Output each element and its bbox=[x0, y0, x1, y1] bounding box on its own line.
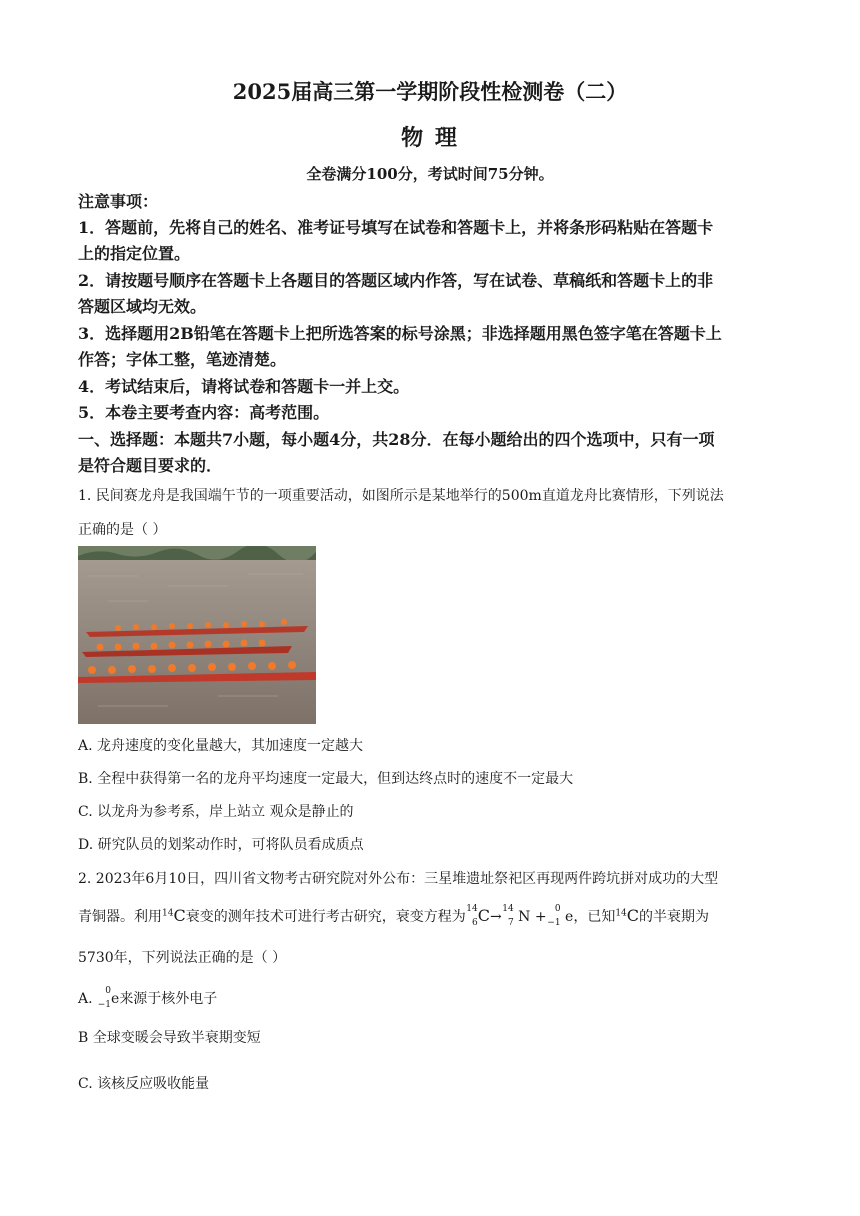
e-isotope: 0 −1 bbox=[547, 904, 561, 928]
q1-stem: 正确的是（ ） bbox=[78, 522, 167, 538]
q1-option-a: A. 龙舟速度的变化量越大，其加速度一定越大 bbox=[78, 738, 364, 754]
notice-line: 3．选择题用2B铅笔在答题卡上把所选答案的标号涂黑；非选择题用黑色签字笔在答题卡上 bbox=[78, 324, 722, 343]
q2-stem-line2: 青铜器。利用$^{14}$C衰变的测年技术可进行考古研究，衰变方程为 14 6 C→ 14 7 N + 0 −1 e，已知$^{14}$C的半衰期为 bbox=[78, 904, 710, 928]
notice-line: 答题区域均无效。 bbox=[78, 297, 207, 316]
q1-option-c: C. 以龙舟为参考系，岸上站立 观众是静止的 bbox=[78, 804, 354, 820]
q1-stem: 1. 民间赛龙舟是我国端午节的一项重要活动，如图所示是某地举行的500m直道龙舟比赛情形，下列说法 bbox=[78, 488, 724, 504]
exam-title: 2025届高三第一学期阶段性检测卷（二） bbox=[232, 79, 628, 104]
notice-line: 上的指定位置。 bbox=[78, 244, 191, 263]
q2-option-b: B 全球变暖会导致半衰期变短 bbox=[78, 1030, 261, 1046]
notice-line: 4．考试结束后，请将试卷和答题卡一并上交。 bbox=[78, 377, 410, 396]
q2-option-c: C. 该核反应吸收能量 bbox=[78, 1076, 210, 1092]
subject-title: 物 理 bbox=[401, 125, 459, 151]
section-heading: 是符合题目要求的． bbox=[78, 456, 223, 475]
notice-heading: 注意事项： bbox=[78, 192, 159, 211]
q1-option-b: B. 全程中获得第一名的龙舟平均速度一定最大，但到达终点时的速度不一定最大 bbox=[78, 771, 574, 787]
notice-line: 作答；字体工整，笔迹清楚。 bbox=[78, 350, 287, 369]
q2-option-a: A. 0 −1 e来源于核外电子 bbox=[78, 986, 218, 1010]
q1-option-d: D. 研究队员的划桨动作时，可将队员看成质点 bbox=[78, 837, 364, 853]
e-isotope: 0 −1 bbox=[97, 986, 112, 1010]
score-note: 全卷满分100分，考试时间75分钟。 bbox=[306, 165, 554, 183]
notice-line: 1．答题前，先将自己的姓名、准考证号填写在试卷和答题卡上，并将条形码粘贴在答题卡 bbox=[78, 218, 714, 237]
notice-line: 5．本卷主要考查内容：高考范围。 bbox=[78, 403, 330, 422]
section-heading: 一、选择题：本题共7小题，每小题4分，共28分．在每小题给出的四个选项中，只有一项 bbox=[78, 430, 715, 449]
c-isotope: 14 6 bbox=[466, 904, 478, 928]
q2-stem: 2. 2023年6月10日，四川省文物考古研究院对外公布：三星堆遗址祭祀区再现两件跨坑拼对成功的大型 bbox=[78, 871, 719, 887]
dragon-boat-photo bbox=[78, 546, 316, 724]
q2-stem: 5730年，下列说法正确的是（ ） bbox=[78, 950, 287, 966]
n-isotope: 14 7 bbox=[502, 904, 514, 928]
notice-line: 2．请按题号顺序在答题卡上各题目的答题区域内作答，写在试卷、草稿纸和答题卡上的非 bbox=[78, 271, 714, 290]
